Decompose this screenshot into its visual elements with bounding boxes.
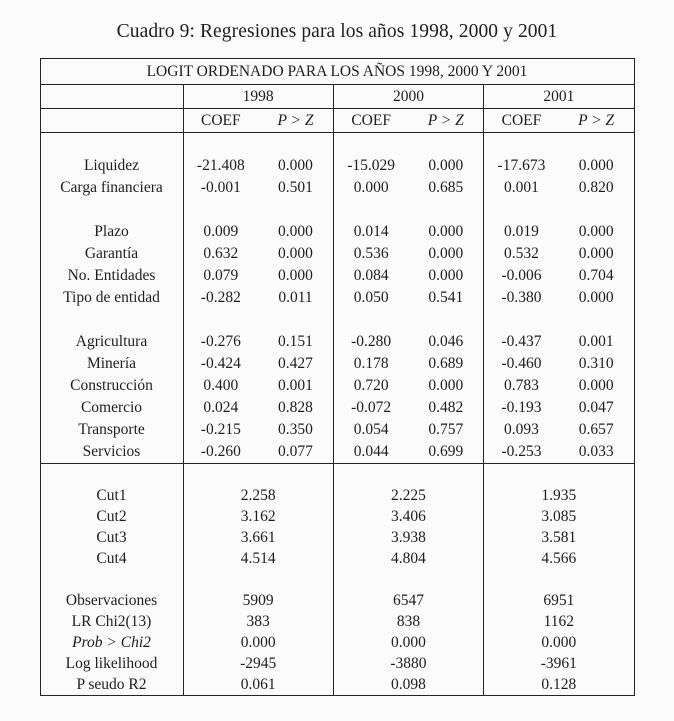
summary-value: 1162 xyxy=(543,612,575,630)
pz-value: 0.000 xyxy=(258,155,333,177)
coef-value: 0.014 xyxy=(353,223,389,240)
coef-value: 0.532 xyxy=(504,245,539,262)
spacer-row xyxy=(40,309,634,331)
summary-value: 3.661 xyxy=(183,527,333,548)
row-label: Prob > Chi2 xyxy=(40,632,183,653)
pz-value: 0.000 xyxy=(408,155,483,177)
table-row xyxy=(40,506,634,527)
coefficients-section xyxy=(40,133,634,464)
pz-value: 0.046 xyxy=(408,331,483,353)
summary-value: -2945 xyxy=(183,653,333,674)
coef-value: 0.079 xyxy=(203,267,239,284)
pz-value: 0.000 xyxy=(578,245,614,262)
pz-value: 0.001 xyxy=(578,333,614,350)
pz-value: 0.011 xyxy=(258,287,333,309)
pz-header: P > Z xyxy=(559,109,634,133)
coef-value: -15.029 xyxy=(347,157,396,174)
coef-value: 0.720 xyxy=(353,377,389,394)
coef-header: COEF xyxy=(484,109,559,133)
coef-value: -0.282 xyxy=(200,289,241,306)
table-row xyxy=(40,375,634,397)
table-row xyxy=(40,221,634,243)
table-title: LOGIT ORDENADO PARA LOS AÑOS 1998, 2000 Y 2001 xyxy=(40,59,634,85)
year-header-1998: 1998 xyxy=(183,85,333,109)
summary-value: -3961 xyxy=(540,654,577,672)
pz-value: 0.033 xyxy=(578,443,614,460)
coef-header: COEF xyxy=(333,109,408,133)
coef-value: 0.178 xyxy=(353,355,389,372)
coef-value: -0.072 xyxy=(351,399,392,416)
summary-value: 383 xyxy=(183,611,333,632)
empty-header-cell xyxy=(40,109,183,133)
pz-value: 0.001 xyxy=(258,375,333,397)
pz-value: 0.000 xyxy=(408,265,483,287)
spacer-row xyxy=(40,133,634,156)
subheader-row xyxy=(40,109,634,133)
coef-value: 0.093 xyxy=(504,421,539,438)
summary-value: 5909 xyxy=(183,590,333,611)
row-label: P seudo R2 xyxy=(40,674,183,696)
summary-value: 0.098 xyxy=(333,674,483,696)
coef-value: 0.009 xyxy=(203,223,239,240)
summary-value: 6951 xyxy=(543,591,575,609)
row-label: No. Entidades xyxy=(40,265,183,287)
summary-value: 3.085 xyxy=(541,507,577,525)
coef-value: -17.673 xyxy=(497,157,546,174)
pz-value: 0.828 xyxy=(258,397,333,419)
row-label: Tipo de entidad xyxy=(40,287,183,309)
table-title-row xyxy=(40,59,634,85)
table-header xyxy=(40,59,634,133)
coef-value: -0.280 xyxy=(351,333,392,350)
pz-value: 0.427 xyxy=(258,353,333,375)
pz-value: 0.000 xyxy=(258,221,333,243)
coef-value: 0.632 xyxy=(203,245,239,262)
summary-value: 4.566 xyxy=(541,549,577,567)
summary-value: 1.935 xyxy=(541,486,577,504)
pz-value: 0.757 xyxy=(408,419,483,441)
coef-value: -0.006 xyxy=(501,267,542,284)
regression-table xyxy=(40,58,635,696)
summary-value: 3.162 xyxy=(183,506,333,527)
table-row xyxy=(40,632,634,653)
row-label: Agricultura xyxy=(40,331,183,353)
summary-value: 2.225 xyxy=(333,485,483,506)
table-row xyxy=(40,419,634,441)
pz-value: 0.000 xyxy=(408,375,483,397)
year-header-2001: 2001 xyxy=(484,85,634,109)
table-row xyxy=(40,331,634,353)
row-label: Cut2 xyxy=(40,506,183,527)
coef-value: 0.400 xyxy=(203,377,239,394)
pz-value: 0.000 xyxy=(578,157,614,174)
row-label: Cut4 xyxy=(40,548,183,569)
row-label: Construcción xyxy=(40,375,183,397)
row-label: LR Chi2(13) xyxy=(40,611,183,632)
row-label: Plazo xyxy=(40,221,183,243)
coef-header: COEF xyxy=(183,109,258,133)
row-label: Garantía xyxy=(40,243,183,265)
coef-value: -0.424 xyxy=(200,355,241,372)
pz-value: 0.151 xyxy=(258,331,333,353)
row-label: Carga financiera xyxy=(40,177,183,199)
coef-value: 0.044 xyxy=(353,443,389,460)
table-caption: Cuadro 9: Regresiones para los años 1998, 2000 y 2001 xyxy=(116,21,558,42)
pz-value: 0.820 xyxy=(578,179,614,196)
summary-value: -3880 xyxy=(333,653,483,674)
summary-value: 2.258 xyxy=(183,485,333,506)
pz-value: 0.657 xyxy=(578,421,614,438)
table-row xyxy=(40,527,634,548)
row-label: Cut3 xyxy=(40,527,183,548)
table-row xyxy=(40,397,634,419)
table-row xyxy=(40,353,634,375)
pz-value: 0.541 xyxy=(408,287,483,309)
row-label: Transporte xyxy=(40,419,183,441)
row-label: Comercio xyxy=(40,397,183,419)
coef-value: 0.084 xyxy=(353,267,389,284)
pz-value: 0.000 xyxy=(578,223,614,240)
summary-section xyxy=(40,464,634,696)
summary-value: 0.000 xyxy=(541,633,577,651)
table-row xyxy=(40,441,634,464)
pz-value: 0.000 xyxy=(578,377,614,394)
year-header-2000: 2000 xyxy=(333,85,483,109)
document-page xyxy=(0,21,674,696)
pz-value: 0.689 xyxy=(408,353,483,375)
coef-value: -0.380 xyxy=(501,289,542,306)
row-label: Log likelihood xyxy=(40,653,183,674)
pz-value: 0.000 xyxy=(408,243,483,265)
pz-value: 0.482 xyxy=(408,397,483,419)
table-row xyxy=(40,548,634,569)
pz-value: 0.501 xyxy=(258,177,333,199)
summary-value: 3.581 xyxy=(541,528,577,546)
row-label: Servicios xyxy=(40,441,183,464)
pz-value: 0.704 xyxy=(578,267,614,284)
summary-value: 0.128 xyxy=(541,675,577,693)
row-label: Cut1 xyxy=(40,485,183,506)
table-row xyxy=(40,674,634,696)
coef-value: 0.783 xyxy=(504,377,539,394)
coef-value: 0.000 xyxy=(353,179,389,196)
pz-value: 0.000 xyxy=(258,243,333,265)
pz-value: 0.699 xyxy=(408,441,483,464)
coef-value: -0.215 xyxy=(200,421,241,438)
coef-value: 0.024 xyxy=(203,399,239,416)
coef-value: -0.276 xyxy=(200,333,241,350)
empty-header-cell xyxy=(40,85,183,109)
row-label: Liquidez xyxy=(40,155,183,177)
coef-value: 0.019 xyxy=(504,223,539,240)
coef-value: 0.050 xyxy=(353,289,389,306)
summary-value: 4.514 xyxy=(183,548,333,569)
coef-value: -0.193 xyxy=(501,399,542,416)
pz-value: 0.077 xyxy=(258,441,333,464)
table-row xyxy=(40,265,634,287)
table-row xyxy=(40,243,634,265)
coef-value: -0.437 xyxy=(501,333,542,350)
table-row xyxy=(40,485,634,506)
table-row xyxy=(40,155,634,177)
table-row xyxy=(40,177,634,199)
pz-value: 0.310 xyxy=(578,355,614,372)
table-row xyxy=(40,287,634,309)
coef-value: 0.054 xyxy=(353,421,389,438)
pz-header: P > Z xyxy=(408,109,483,133)
pz-value: 0.000 xyxy=(408,221,483,243)
table-row xyxy=(40,611,634,632)
coef-value: -0.253 xyxy=(501,443,542,460)
pz-header: P > Z xyxy=(258,109,333,133)
summary-value: 6547 xyxy=(333,590,483,611)
row-label: Minería xyxy=(40,353,183,375)
summary-value: 0.000 xyxy=(333,632,483,653)
table-row xyxy=(40,590,634,611)
summary-value: 0.000 xyxy=(183,632,333,653)
coef-value: -0.460 xyxy=(501,355,542,372)
coef-value: -21.408 xyxy=(196,157,245,174)
coef-value: -0.260 xyxy=(200,443,241,460)
row-label: Observaciones xyxy=(40,590,183,611)
pz-value: 0.685 xyxy=(408,177,483,199)
summary-value: 4.804 xyxy=(333,548,483,569)
summary-value: 838 xyxy=(333,611,483,632)
pz-value: 0.000 xyxy=(578,289,614,306)
coef-value: 0.536 xyxy=(353,245,389,262)
coef-value: 0.001 xyxy=(504,179,539,196)
summary-value: 0.061 xyxy=(183,674,333,696)
spacer-row xyxy=(40,464,634,486)
summary-value: 3.406 xyxy=(333,506,483,527)
spacer-row xyxy=(40,199,634,221)
table-row xyxy=(40,653,634,674)
summary-value: 3.938 xyxy=(333,527,483,548)
coef-value: -0.001 xyxy=(200,179,241,196)
spacer-row xyxy=(40,569,634,590)
year-header-row xyxy=(40,85,634,109)
pz-value: 0.000 xyxy=(258,265,333,287)
pz-value: 0.350 xyxy=(258,419,333,441)
pz-value: 0.047 xyxy=(578,399,614,416)
